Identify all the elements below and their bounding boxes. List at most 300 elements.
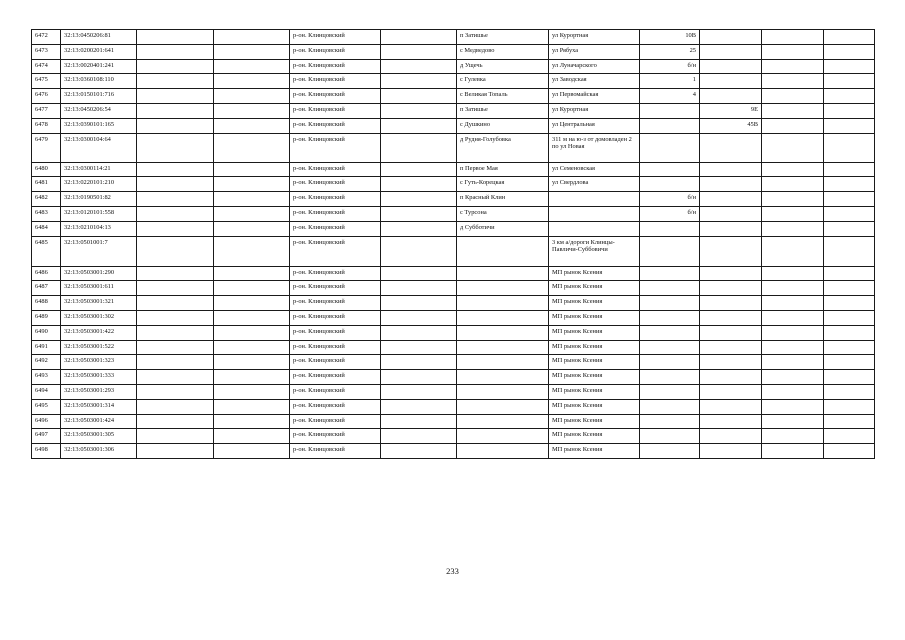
- empty-cell: [381, 444, 457, 459]
- table-row: [32, 296, 875, 311]
- empty-cell: [381, 206, 457, 221]
- table-row: [32, 281, 875, 296]
- empty-cell: [762, 355, 824, 370]
- empty-cell: [137, 340, 214, 355]
- cadastral-number: 32:13:0503001:424: [61, 414, 137, 429]
- extra-cell: [700, 133, 762, 162]
- street-cell: МП рынок Ксения: [549, 444, 640, 459]
- house-cell: [640, 340, 700, 355]
- empty-cell: [214, 133, 290, 162]
- locality-cell: [457, 384, 549, 399]
- row-number: 6483: [32, 206, 61, 221]
- extra-cell: [700, 30, 762, 45]
- row-number: 6477: [32, 103, 61, 118]
- street-cell: МП рынок Ксения: [549, 399, 640, 414]
- extra-cell: [700, 266, 762, 281]
- table-row: [32, 325, 875, 340]
- district-cell: р-он. Клинцовский: [290, 89, 381, 104]
- row-number: 6472: [32, 30, 61, 45]
- house-cell: [640, 118, 700, 133]
- street-cell: МП рынок Ксения: [549, 429, 640, 444]
- cadastral-number: 32:13:0503001:522: [61, 340, 137, 355]
- cadastral-number: 32:13:0450206:54: [61, 103, 137, 118]
- street-cell: МП рынок Ксения: [549, 414, 640, 429]
- extra-cell: [700, 296, 762, 311]
- table-row: [32, 310, 875, 325]
- district-cell: р-он. Клинцовский: [290, 118, 381, 133]
- row-number: 6491: [32, 340, 61, 355]
- table-row: [32, 133, 875, 162]
- house-cell: б/н: [640, 192, 700, 207]
- district-cell: р-он. Клинцовский: [290, 310, 381, 325]
- empty-cell: [381, 30, 457, 45]
- street-cell: ул Семеновская: [549, 162, 640, 177]
- row-number: 6494: [32, 384, 61, 399]
- table-row: [32, 162, 875, 177]
- empty-cell: [381, 429, 457, 444]
- empty-cell: [137, 30, 214, 45]
- row-number: 6480: [32, 162, 61, 177]
- locality-cell: с Гулевка: [457, 74, 549, 89]
- empty-cell: [824, 59, 875, 74]
- extra-cell: [700, 44, 762, 59]
- locality-cell: [457, 414, 549, 429]
- extra-cell: [700, 340, 762, 355]
- house-cell: [640, 221, 700, 236]
- cadastral-number: 32:13:0503001:314: [61, 399, 137, 414]
- empty-cell: [137, 89, 214, 104]
- locality-cell: [457, 370, 549, 385]
- table-row: [32, 429, 875, 444]
- extra-cell: [700, 59, 762, 74]
- street-cell: ул Центральная: [549, 118, 640, 133]
- empty-cell: [137, 206, 214, 221]
- empty-cell: [137, 325, 214, 340]
- cadastral-number: 32:13:0503001:290: [61, 266, 137, 281]
- house-cell: [640, 236, 700, 266]
- empty-cell: [824, 118, 875, 133]
- street-cell: МП рынок Ксения: [549, 310, 640, 325]
- district-cell: р-он. Клинцовский: [290, 370, 381, 385]
- empty-cell: [214, 74, 290, 89]
- empty-cell: [137, 429, 214, 444]
- row-number: 6474: [32, 59, 61, 74]
- locality-cell: п Затишье: [457, 30, 549, 45]
- empty-cell: [824, 74, 875, 89]
- street-cell: ул Первомайская: [549, 89, 640, 104]
- street-cell: МП рынок Ксения: [549, 340, 640, 355]
- table-row: [32, 59, 875, 74]
- street-cell: [549, 192, 640, 207]
- district-cell: р-он. Клинцовский: [290, 162, 381, 177]
- district-cell: р-он. Клинцовский: [290, 59, 381, 74]
- empty-cell: [824, 399, 875, 414]
- empty-cell: [137, 118, 214, 133]
- empty-cell: [214, 221, 290, 236]
- row-number: 6497: [32, 429, 61, 444]
- extra-cell: [700, 221, 762, 236]
- empty-cell: [762, 118, 824, 133]
- empty-cell: [214, 340, 290, 355]
- empty-cell: [214, 89, 290, 104]
- table-row: [32, 44, 875, 59]
- locality-cell: п Красный Клин: [457, 192, 549, 207]
- street-cell: МП рынок Ксения: [549, 325, 640, 340]
- empty-cell: [137, 103, 214, 118]
- empty-cell: [381, 266, 457, 281]
- street-cell: ул Заводская: [549, 74, 640, 89]
- district-cell: р-он. Клинцовский: [290, 44, 381, 59]
- empty-cell: [214, 44, 290, 59]
- table-row: [32, 340, 875, 355]
- extra-cell: [700, 177, 762, 192]
- locality-cell: с Гуть-Корецкая: [457, 177, 549, 192]
- empty-cell: [137, 236, 214, 266]
- district-cell: р-он. Клинцовский: [290, 221, 381, 236]
- row-number: 6482: [32, 192, 61, 207]
- empty-cell: [762, 384, 824, 399]
- street-cell: [549, 206, 640, 221]
- empty-cell: [762, 444, 824, 459]
- empty-cell: [381, 133, 457, 162]
- house-cell: [640, 414, 700, 429]
- empty-cell: [381, 74, 457, 89]
- cadastral-number: 32:13:0450206:81: [61, 30, 137, 45]
- empty-cell: [137, 384, 214, 399]
- street-cell: ул Луначарского: [549, 59, 640, 74]
- table-row: [32, 177, 875, 192]
- row-number: 6485: [32, 236, 61, 266]
- row-number: 6475: [32, 74, 61, 89]
- district-cell: р-он. Клинцовский: [290, 74, 381, 89]
- empty-cell: [214, 30, 290, 45]
- district-cell: р-он. Клинцовский: [290, 266, 381, 281]
- empty-cell: [381, 221, 457, 236]
- empty-cell: [137, 414, 214, 429]
- empty-cell: [381, 59, 457, 74]
- empty-cell: [137, 370, 214, 385]
- extra-cell: [700, 192, 762, 207]
- table-row: [32, 355, 875, 370]
- district-cell: р-он. Клинцовский: [290, 325, 381, 340]
- extra-cell: [700, 429, 762, 444]
- street-cell: 3 км а/дороги Клинцы-Павличи-Суббовичи: [549, 236, 640, 266]
- street-cell: МП рынок Ксения: [549, 355, 640, 370]
- empty-cell: [381, 44, 457, 59]
- locality-cell: п Затишье: [457, 103, 549, 118]
- cadastral-number: 32:13:0220101:210: [61, 177, 137, 192]
- cadastral-number: 32:13:0503001:422: [61, 325, 137, 340]
- empty-cell: [214, 429, 290, 444]
- empty-cell: [137, 162, 214, 177]
- empty-cell: [381, 103, 457, 118]
- house-cell: б/н: [640, 59, 700, 74]
- street-cell: ул Свердлова: [549, 177, 640, 192]
- table-row: [32, 444, 875, 459]
- empty-cell: [824, 281, 875, 296]
- empty-cell: [381, 310, 457, 325]
- table-row: [32, 414, 875, 429]
- row-number: 6479: [32, 133, 61, 162]
- empty-cell: [137, 355, 214, 370]
- empty-cell: [137, 221, 214, 236]
- empty-cell: [214, 118, 290, 133]
- empty-cell: [381, 340, 457, 355]
- empty-cell: [137, 44, 214, 59]
- extra-cell: [700, 236, 762, 266]
- empty-cell: [214, 177, 290, 192]
- empty-cell: [381, 118, 457, 133]
- empty-cell: [214, 355, 290, 370]
- empty-cell: [137, 444, 214, 459]
- district-cell: р-он. Клинцовский: [290, 281, 381, 296]
- row-number: 6498: [32, 444, 61, 459]
- house-cell: [640, 444, 700, 459]
- house-cell: [640, 399, 700, 414]
- empty-cell: [214, 281, 290, 296]
- cadastral-number: 32:13:0020401:241: [61, 59, 137, 74]
- locality-cell: [457, 429, 549, 444]
- empty-cell: [762, 133, 824, 162]
- district-cell: р-он. Клинцовский: [290, 236, 381, 266]
- locality-cell: [457, 236, 549, 266]
- extra-cell: 9Е: [700, 103, 762, 118]
- house-cell: 4: [640, 89, 700, 104]
- table-row: [32, 266, 875, 281]
- cadastral-number: 32:13:0501001:7: [61, 236, 137, 266]
- cadastral-number: 32:13:0503001:321: [61, 296, 137, 311]
- empty-cell: [762, 44, 824, 59]
- locality-cell: [457, 340, 549, 355]
- empty-cell: [824, 384, 875, 399]
- empty-cell: [381, 384, 457, 399]
- empty-cell: [824, 162, 875, 177]
- empty-cell: [824, 89, 875, 104]
- empty-cell: [762, 414, 824, 429]
- table-row: [32, 89, 875, 104]
- row-number: 6493: [32, 370, 61, 385]
- cadastral-number: 32:13:0200201:641: [61, 44, 137, 59]
- empty-cell: [381, 162, 457, 177]
- empty-cell: [381, 355, 457, 370]
- house-cell: [640, 162, 700, 177]
- empty-cell: [824, 236, 875, 266]
- house-cell: [640, 310, 700, 325]
- street-cell: ул Курортная: [549, 103, 640, 118]
- house-cell: [640, 177, 700, 192]
- empty-cell: [824, 340, 875, 355]
- house-cell: 1: [640, 74, 700, 89]
- table-row: [32, 370, 875, 385]
- empty-cell: [137, 177, 214, 192]
- cadastral-number: 32:13:0503001:302: [61, 310, 137, 325]
- empty-cell: [824, 206, 875, 221]
- empty-cell: [137, 133, 214, 162]
- empty-cell: [214, 59, 290, 74]
- table-row: [32, 206, 875, 221]
- row-number: 6496: [32, 414, 61, 429]
- house-cell: б/н: [640, 206, 700, 221]
- locality-cell: д Ущечь: [457, 59, 549, 74]
- empty-cell: [214, 103, 290, 118]
- district-cell: р-он. Клинцовский: [290, 30, 381, 45]
- district-cell: р-он. Клинцовский: [290, 414, 381, 429]
- empty-cell: [381, 370, 457, 385]
- locality-cell: д Субботичи: [457, 221, 549, 236]
- table-row: [32, 384, 875, 399]
- empty-cell: [762, 325, 824, 340]
- house-cell: [640, 266, 700, 281]
- empty-cell: [137, 310, 214, 325]
- district-cell: р-он. Клинцовский: [290, 384, 381, 399]
- cadastral-number: 32:13:0503001:306: [61, 444, 137, 459]
- empty-cell: [824, 30, 875, 45]
- empty-cell: [381, 281, 457, 296]
- page-number: 233: [446, 566, 459, 576]
- locality-cell: п Первое Мая: [457, 162, 549, 177]
- locality-cell: [457, 325, 549, 340]
- locality-cell: с Медведово: [457, 44, 549, 59]
- empty-cell: [381, 192, 457, 207]
- street-cell: [549, 221, 640, 236]
- extra-cell: [700, 206, 762, 221]
- empty-cell: [214, 206, 290, 221]
- empty-cell: [762, 74, 824, 89]
- register-table: [31, 29, 875, 459]
- empty-cell: [137, 296, 214, 311]
- locality-cell: [457, 266, 549, 281]
- empty-cell: [824, 355, 875, 370]
- empty-cell: [762, 177, 824, 192]
- street-cell: МП рынок Ксения: [549, 281, 640, 296]
- district-cell: р-он. Клинцовский: [290, 177, 381, 192]
- extra-cell: [700, 384, 762, 399]
- empty-cell: [824, 296, 875, 311]
- table-row: [32, 103, 875, 118]
- empty-cell: [762, 59, 824, 74]
- locality-cell: [457, 399, 549, 414]
- empty-cell: [381, 414, 457, 429]
- table-row: [32, 74, 875, 89]
- empty-cell: [381, 177, 457, 192]
- extra-cell: 45В: [700, 118, 762, 133]
- empty-cell: [762, 206, 824, 221]
- empty-cell: [824, 133, 875, 162]
- empty-cell: [824, 221, 875, 236]
- cadastral-number: 32:13:0360108:110: [61, 74, 137, 89]
- empty-cell: [762, 192, 824, 207]
- empty-cell: [824, 192, 875, 207]
- empty-cell: [137, 281, 214, 296]
- cadastral-number: 32:13:0503001:323: [61, 355, 137, 370]
- empty-cell: [214, 192, 290, 207]
- locality-cell: [457, 281, 549, 296]
- extra-cell: [700, 325, 762, 340]
- locality-cell: д Рудня-Голубовка: [457, 133, 549, 162]
- table-row: [32, 221, 875, 236]
- row-number: 6492: [32, 355, 61, 370]
- row-number: 6487: [32, 281, 61, 296]
- locality-cell: с Душкино: [457, 118, 549, 133]
- extra-cell: [700, 162, 762, 177]
- row-number: 6489: [32, 310, 61, 325]
- house-cell: [640, 133, 700, 162]
- street-cell: МП рынок Ксения: [549, 384, 640, 399]
- empty-cell: [137, 59, 214, 74]
- cadastral-number: 32:13:0300114:21: [61, 162, 137, 177]
- locality-cell: [457, 310, 549, 325]
- district-cell: р-он. Клинцовский: [290, 355, 381, 370]
- district-cell: р-он. Клинцовский: [290, 399, 381, 414]
- empty-cell: [214, 414, 290, 429]
- extra-cell: [700, 355, 762, 370]
- locality-cell: с Великая Топаль: [457, 89, 549, 104]
- empty-cell: [762, 89, 824, 104]
- empty-cell: [381, 236, 457, 266]
- district-cell: р-он. Клинцовский: [290, 340, 381, 355]
- locality-cell: [457, 444, 549, 459]
- cadastral-number: 32:13:0300104:64: [61, 133, 137, 162]
- extra-cell: [700, 310, 762, 325]
- house-cell: [640, 296, 700, 311]
- empty-cell: [762, 310, 824, 325]
- empty-cell: [824, 370, 875, 385]
- empty-cell: [381, 89, 457, 104]
- locality-cell: [457, 296, 549, 311]
- house-cell: [640, 384, 700, 399]
- cadastral-number: 32:13:0503001:333: [61, 370, 137, 385]
- street-cell: МП рынок Ксения: [549, 266, 640, 281]
- empty-cell: [137, 74, 214, 89]
- row-number: 6488: [32, 296, 61, 311]
- empty-cell: [381, 399, 457, 414]
- house-cell: 25: [640, 44, 700, 59]
- register-rows: [32, 30, 875, 459]
- empty-cell: [824, 103, 875, 118]
- row-number: 6486: [32, 266, 61, 281]
- empty-cell: [824, 444, 875, 459]
- empty-cell: [762, 162, 824, 177]
- cadastral-number: 32:13:0503001:293: [61, 384, 137, 399]
- table-row: [32, 30, 875, 45]
- empty-cell: [762, 340, 824, 355]
- empty-cell: [824, 325, 875, 340]
- empty-cell: [214, 162, 290, 177]
- cadastral-number: 32:13:0120101:558: [61, 206, 137, 221]
- street-cell: МП рынок Ксения: [549, 370, 640, 385]
- cadastral-number: 32:13:0210104:13: [61, 221, 137, 236]
- empty-cell: [214, 266, 290, 281]
- house-cell: [640, 103, 700, 118]
- empty-cell: [824, 310, 875, 325]
- house-cell: [640, 355, 700, 370]
- cadastral-number: 32:13:0503001:611: [61, 281, 137, 296]
- empty-cell: [137, 266, 214, 281]
- house-cell: [640, 429, 700, 444]
- empty-cell: [762, 296, 824, 311]
- empty-cell: [214, 444, 290, 459]
- empty-cell: [762, 221, 824, 236]
- empty-cell: [824, 44, 875, 59]
- empty-cell: [824, 266, 875, 281]
- empty-cell: [137, 192, 214, 207]
- table-row: [32, 192, 875, 207]
- locality-cell: [457, 355, 549, 370]
- row-number: 6481: [32, 177, 61, 192]
- district-cell: р-он. Клинцовский: [290, 192, 381, 207]
- empty-cell: [824, 414, 875, 429]
- extra-cell: [700, 370, 762, 385]
